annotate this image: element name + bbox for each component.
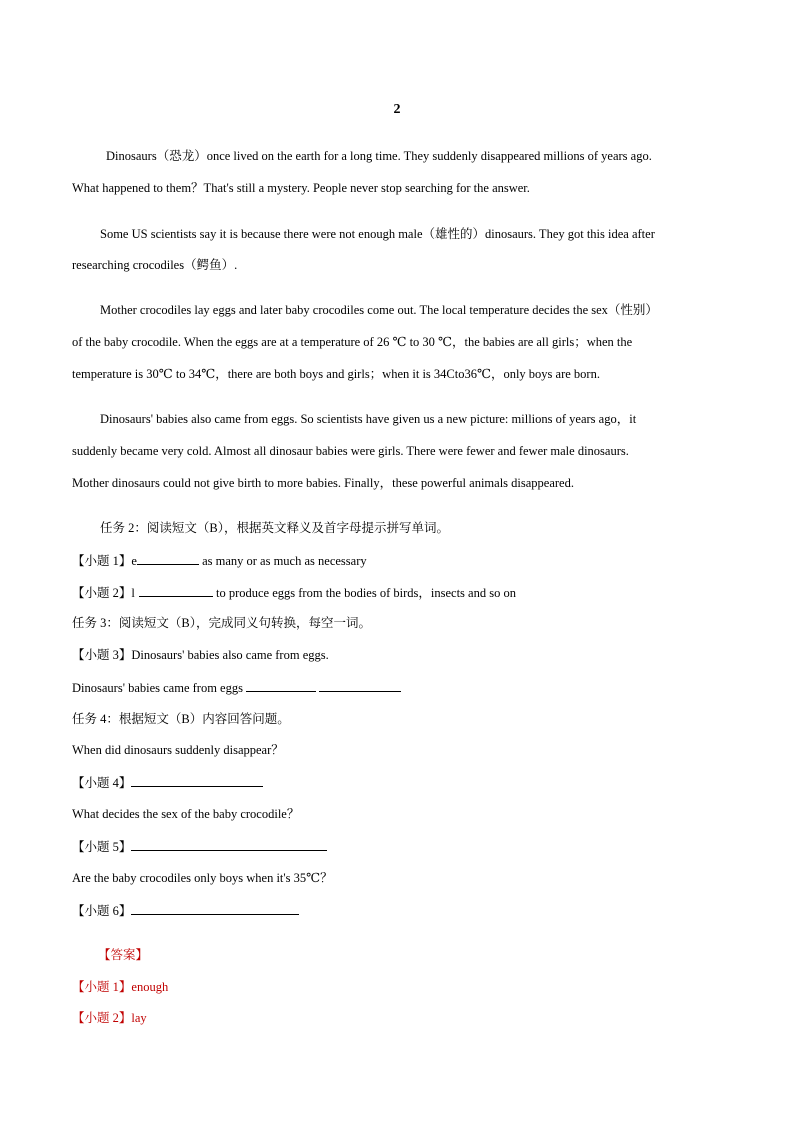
page-number: 2 xyxy=(393,102,401,117)
task4-heading: 任务 4：根据短文（B）内容回答问题。 xyxy=(72,712,290,726)
question-3-blank-2[interactable] xyxy=(319,679,401,692)
question-3-label: 【小题 3】 xyxy=(72,648,132,662)
question-1-label: 【小题 1】 xyxy=(72,554,132,568)
question-4-prompt: When did dinosaurs suddenly disappear？ xyxy=(72,743,284,757)
passage-p4-line2: suddenly became very cold. Almost all dinosaur babies were girls. There were fewer and fewer male dinosaurs. xyxy=(72,444,629,458)
question-4-blank[interactable] xyxy=(131,774,263,787)
question-3 xyxy=(72,647,329,663)
question-5-blank[interactable] xyxy=(131,838,327,851)
question-1-text: as many or as much as necessary xyxy=(198,554,367,568)
question-2-blank[interactable] xyxy=(139,584,213,597)
question-1-letter: e xyxy=(131,554,137,568)
answer-1-value: enough xyxy=(131,980,169,994)
question-3-rewrite-text: Dinosaurs' babies came from eggs xyxy=(72,681,247,695)
question-5-prompt: What decides the sex of the baby crocodile？ xyxy=(72,807,300,821)
question-5 xyxy=(72,838,327,855)
question-2-letter: l xyxy=(131,586,135,600)
passage-p3-line2: of the baby crocodile. When the eggs are at a temperature of 26 ℃ to 30 ℃，the babies are all girls；when the xyxy=(72,335,633,349)
answer-2-label: 【小题 2】 xyxy=(72,1011,132,1025)
question-6-prompt: Are the baby crocodiles only boys when it's 35℃？ xyxy=(72,871,333,885)
question-6-label: 【小题 6】 xyxy=(72,904,132,918)
answer-1-label: 【小题 1】 xyxy=(72,980,132,994)
question-3-rewrite xyxy=(72,679,401,696)
question-6-blank[interactable] xyxy=(131,902,299,915)
task3-heading: 任务 3：阅读短文（B），完成同义句转换，每空一词。 xyxy=(72,616,371,630)
question-3-blank-1[interactable] xyxy=(246,679,316,692)
question-6 xyxy=(72,902,299,919)
passage-p2-line1: Some US scientists say it is because there were not enough male（雄性的）dinosaurs. They got this idea after xyxy=(100,227,655,241)
question-4-label: 【小题 4】 xyxy=(72,776,132,790)
answer-heading: 【答案】 xyxy=(98,948,149,962)
question-1 xyxy=(72,552,367,569)
task2-heading: 任务 2：阅读短文（B），根据英文释义及首字母提示拼写单词。 xyxy=(100,521,449,535)
question-1-blank[interactable] xyxy=(137,552,199,565)
passage-p2-line2: researching crocodiles（鳄鱼）. xyxy=(72,258,238,272)
answer-1 xyxy=(72,979,168,995)
answer-2 xyxy=(72,1010,147,1026)
passage-p1-line1: Dinosaurs（恐龙）once lived on the earth for a long time. They suddenly disappeared millions of years ago. xyxy=(106,149,652,163)
question-5-label: 【小题 5】 xyxy=(72,840,132,854)
passage-p3-line3: temperature is 30℃ to 34℃，there are both boys and girls；when it is 34Cto36℃，only boys are born. xyxy=(72,367,600,381)
passage-p1-line2: What happened to them？That's still a mystery. People never stop searching for the answer. xyxy=(72,181,530,195)
answer-2-value: lay xyxy=(131,1011,147,1025)
question-2-label: 【小题 2】 xyxy=(72,586,132,600)
passage-p3-line1: Mother crocodiles lay eggs and later baby crocodiles come out. The local temperature decides the sex（性别） xyxy=(100,303,658,317)
question-2 xyxy=(72,584,516,601)
question-2-text: to produce eggs from the bodies of birds，insects and so on xyxy=(212,586,516,600)
passage-p4-line3: Mother dinosaurs could not give birth to more babies. Finally，these powerful animals disappeared. xyxy=(72,476,574,490)
question-3-text: Dinosaurs' babies also came from eggs. xyxy=(131,648,329,662)
question-4 xyxy=(72,774,263,791)
passage-p4-line1: Dinosaurs' babies also came from eggs. So scientists have given us a new picture: millions of years ago，it xyxy=(100,412,637,426)
